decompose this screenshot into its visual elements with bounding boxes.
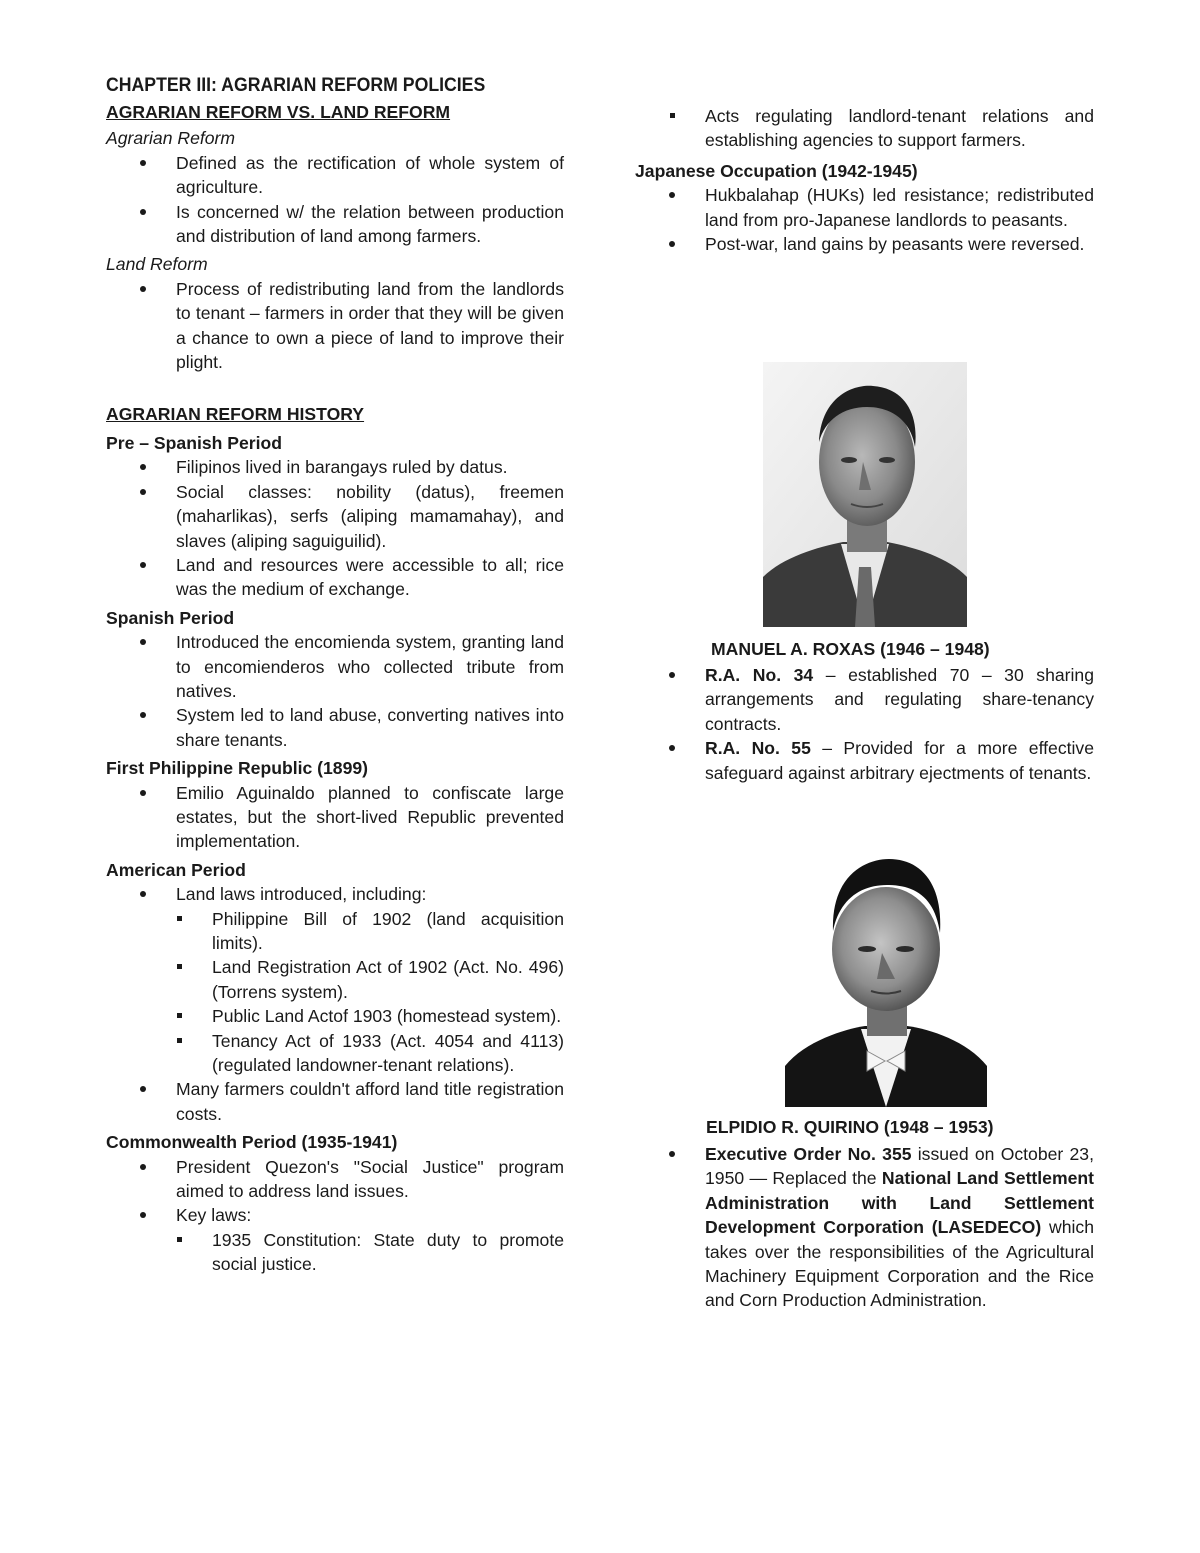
square-bullet-icon <box>177 1237 182 1242</box>
bullet-icon <box>140 712 146 718</box>
section-heading-history: AGRARIAN REFORM HISTORY <box>106 404 365 425</box>
commonwealth-sublist <box>176 1228 564 1277</box>
list-item: R.A. No. 55 – Provided for a more effective safeguard against arbitrary ejectments of tenants. <box>635 736 1094 785</box>
list-item: Filipinos lived in barangays ruled by datus. <box>106 455 564 479</box>
list-item: Social classes: nobility (datus), freemen (maharlikas), serfs (aliping mamamahay), and slaves (aliping saguiguilid). <box>106 480 564 553</box>
land-reform-list <box>106 277 564 375</box>
first-republic-list <box>106 781 564 854</box>
sub-list-item: Acts regulating landlord-tenant relations and establishing agencies to support farmers. <box>635 104 1094 153</box>
commonwealth-list <box>106 1155 564 1277</box>
agrarian-reform-label: Agrarian Reform <box>106 128 236 149</box>
period-title-american: American Period <box>106 859 246 880</box>
land-reform-label: Land Reform <box>106 254 208 275</box>
bullet-icon <box>669 192 675 198</box>
sub-list-item: Public Land Actof 1903 (homestead system). <box>176 1004 564 1028</box>
period-title-pre-spanish: Pre – Spanish Period <box>106 432 282 453</box>
quirino-caption: ELPIDIO R. QUIRINO (1948 – 1953) <box>706 1117 994 1137</box>
right-column <box>635 104 1094 256</box>
list-item: Emilio Aguinaldo planned to confiscate large estates, but the short-lived Republic prevented implementation. <box>106 781 564 854</box>
sub-list-item: 1935 Constitution: State duty to promote social justice. <box>176 1228 564 1277</box>
left-column <box>106 72 564 1277</box>
bullet-icon <box>140 1164 146 1170</box>
list-item: Hukbalahap (HUKs) led resistance; redistributed land from pro-Japanese landlords to peasants. <box>635 183 1094 232</box>
list-item: Is concerned w/ the relation between production and distribution of land among farmers. <box>106 200 564 249</box>
bullet-icon <box>140 209 146 215</box>
quirino-list-block <box>635 1142 1094 1313</box>
pre-spanish-list <box>106 455 564 601</box>
american-list <box>106 882 564 1126</box>
list-item: R.A. No. 34 – established 70 – 30 sharing arrangements and regulating share-tenancy contracts. <box>635 663 1094 736</box>
bullet-icon <box>140 464 146 470</box>
roxas-list-block <box>635 663 1094 785</box>
list-item: Defined as the rectification of whole system of agriculture. <box>106 151 564 200</box>
bullet-icon <box>140 489 146 495</box>
section-heading-reform-vs: AGRARIAN REFORM VS. LAND REFORM <box>106 102 451 122</box>
roxas-caption: MANUEL A. ROXAS (1946 – 1948) <box>711 639 990 659</box>
bullet-icon <box>669 1151 675 1157</box>
spacer <box>106 374 564 402</box>
agrarian-reform-list <box>106 151 564 249</box>
spanish-list <box>106 630 564 752</box>
japanese-list <box>635 183 1094 256</box>
period-title-spanish: Spanish Period <box>106 607 235 628</box>
bullet-icon <box>140 1086 146 1092</box>
bullet-icon <box>669 241 675 247</box>
list-item: Land laws introduced, including: Philippine Bill of 1902 (land acquisition limits). Land Registration Act of 1902 (Act. No. 496) (Torrens system). Public Land Actof 1903 (homestead system). Tenancy Act of 1933 (Act. 4054 and 4113) (regulated landowner-tenant relations). <box>106 882 564 1077</box>
sub-list-item: Philippine Bill of 1902 (land acquisition limits). <box>176 907 564 956</box>
list-item: System led to land abuse, converting natives into share tenants. <box>106 703 564 752</box>
list-item: Many farmers couldn't afford land title registration costs. <box>106 1077 564 1126</box>
list-item: Introduced the encomienda system, granting land to encomienderos who collected tribute from natives. <box>106 630 564 703</box>
square-bullet-icon <box>670 113 675 118</box>
bullet-icon <box>140 286 146 292</box>
square-bullet-icon <box>177 1013 182 1018</box>
list-item: Process of redistributing land from the landlords to tenant – farmers in order that they will be given a chance to own a piece of land to improve their plight. <box>106 277 564 375</box>
square-bullet-icon <box>177 1038 182 1043</box>
quirino-portrait <box>785 851 987 1107</box>
bullet-icon <box>140 639 146 645</box>
list-item: Post-war, land gains by peasants were reversed. <box>635 232 1094 256</box>
quirino-list <box>635 1142 1094 1313</box>
bullet-icon <box>669 745 675 751</box>
bullet-icon <box>140 891 146 897</box>
bullet-icon <box>140 562 146 568</box>
list-item: Key laws: 1935 Constitution: State duty to promote social justice. <box>106 1203 564 1276</box>
chapter-title: CHAPTER III: AGRARIAN REFORM POLICIES <box>106 75 486 96</box>
commonwealth-sublist-continued <box>635 104 1094 153</box>
period-title-japanese: Japanese Occupation (1942-1945) <box>635 160 918 181</box>
american-sublist <box>176 907 564 1078</box>
list-item: Executive Order No. 355 issued on October 23, 1950 — Replaced the National Land Settlement Administration with Land Settlement Development Corporation (LASEDECO) which takes over the responsibilities of the Agricultural Machinery Equipment Corporation and the Rice and Corn Production Administration. <box>635 1142 1094 1313</box>
bullet-icon <box>669 672 675 678</box>
bullet-icon <box>140 1212 146 1218</box>
roxas-portrait <box>763 362 967 627</box>
roxas-list <box>635 663 1094 785</box>
list-item: Land and resources were accessible to all; rice was the medium of exchange. <box>106 553 564 602</box>
sub-list-item: Land Registration Act of 1902 (Act. No. 496) (Torrens system). <box>176 955 564 1004</box>
square-bullet-icon <box>177 964 182 969</box>
bullet-icon <box>140 790 146 796</box>
period-title-commonwealth: Commonwealth Period (1935-1941) <box>106 1132 398 1153</box>
period-title-first-republic: First Philippine Republic (1899) <box>106 758 368 779</box>
bullet-icon <box>140 160 146 166</box>
list-item: President Quezon's "Social Justice" program aimed to address land issues. <box>106 1155 564 1204</box>
sub-list-item: Tenancy Act of 1933 (Act. 4054 and 4113) (regulated landowner-tenant relations). <box>176 1029 564 1078</box>
square-bullet-icon <box>177 916 182 921</box>
